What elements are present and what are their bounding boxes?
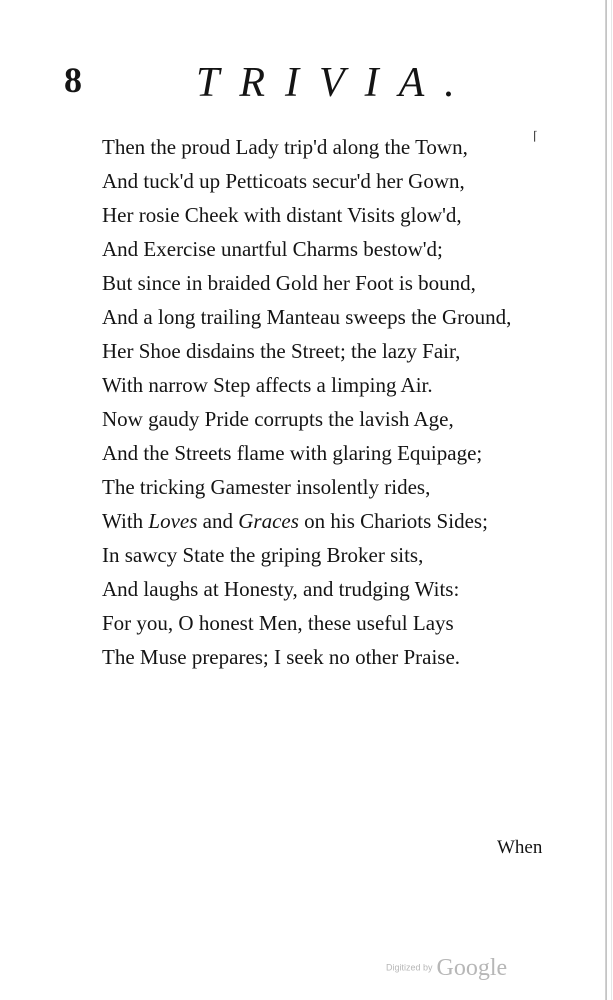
page-edge-line: [611, 0, 612, 1000]
verse-line: With Loves and Graces on his Chariots Sides;: [102, 509, 488, 533]
italic-word: Graces: [238, 509, 299, 533]
verse-line: Now gaudy Pride corrupts the lavish Age,: [102, 407, 454, 431]
verse-line: Her rosie Cheek with distant Visits glow'd,: [102, 203, 462, 227]
verse-line: For you, O honest Men, these useful Lays: [102, 611, 454, 635]
google-logo: Google: [436, 955, 508, 981]
verse-block: [102, 130, 562, 674]
running-title: TRIVIA.: [196, 60, 475, 106]
verse-line: And the Streets flame with glaring Equipage;: [102, 441, 483, 465]
verse-line: And a long trailing Manteau sweeps the Ground,: [102, 305, 512, 329]
verse-line: Then the proud Lady trip'd along the Town,: [102, 135, 468, 159]
verse-line: With narrow Step affects a limping Air.: [102, 373, 433, 397]
digitized-watermark: [386, 956, 507, 980]
italic-word: Loves: [148, 509, 198, 533]
verse-line: But since in braided Gold her Foot is bound,: [102, 271, 476, 295]
verse-line: The Muse prepares; I seek no other Praise.: [102, 645, 461, 669]
verse-line: And tuck'd up Petticoats secur'd her Gown,: [102, 169, 465, 193]
verse-line: And Exercise unartful Charms bestow'd;: [102, 237, 443, 261]
verse-line: The tricking Gamester insolently rides,: [102, 475, 431, 499]
page-edge-shadow: [605, 0, 607, 1000]
catchword: When: [497, 837, 543, 858]
verse-line: And laughs at Honesty, and trudging Wits:: [102, 577, 460, 601]
digitized-prefix: Digitized by: [386, 962, 433, 973]
verse-line: Her Shoe disdains the Street; the lazy Fair,: [102, 339, 461, 363]
verse-line: In sawcy State the griping Broker sits,: [102, 543, 424, 567]
page-number: 8: [64, 60, 82, 100]
printer-mark: ⌈: [533, 129, 538, 143]
